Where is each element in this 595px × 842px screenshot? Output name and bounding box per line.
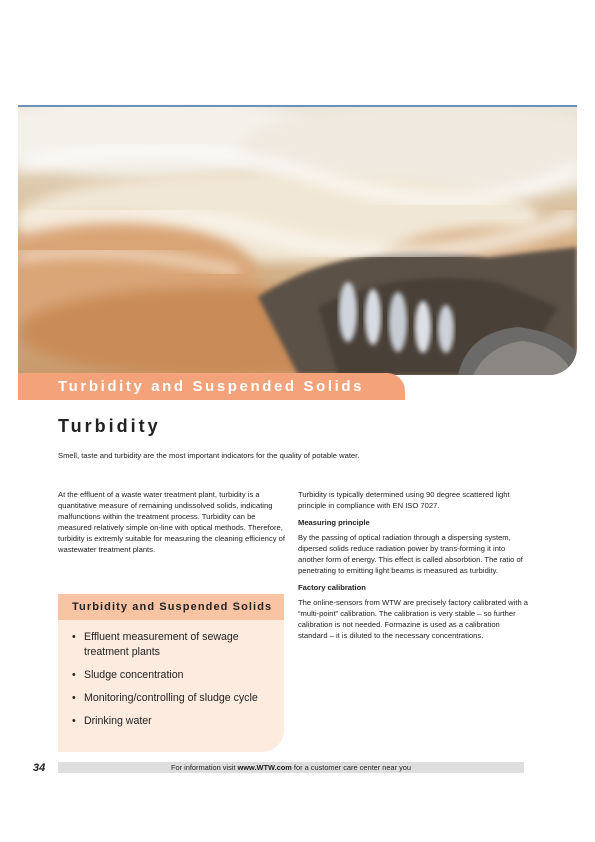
page-number: 34 bbox=[33, 762, 46, 774]
intro-text: Smell, taste and turbidity are the most important indicators for the quality of potable water. bbox=[58, 451, 360, 460]
applications-box bbox=[58, 594, 284, 752]
list-item-text: Monitoring/controlling of sludge cycle bbox=[84, 692, 258, 704]
footer-bar bbox=[58, 762, 524, 773]
left-paragraph: At the effluent of a waste water treatment plant, turbidity is a quantitative measure of remaining undissolved solids, indicating malfunctions within the treatment process. Turbidity can be measured relatively simple on-line with optical methods. Therefore, turbidity is extremly suitable for measuring the cleaning efficiency of wastewater treatment plants. bbox=[58, 490, 285, 554]
bullet-icon: • bbox=[72, 715, 76, 727]
list-item bbox=[72, 630, 284, 660]
applications-box-header bbox=[58, 594, 284, 620]
list-item bbox=[72, 691, 284, 706]
list-item bbox=[72, 668, 284, 683]
footer-text-before: For information visit bbox=[170, 763, 238, 772]
bullet-icon: • bbox=[72, 631, 76, 643]
applications-box-title: Turbidity and Suspended Solids bbox=[72, 601, 273, 613]
calibration-heading: Factory calibration bbox=[298, 583, 366, 592]
list-item-text: Drinking water bbox=[84, 715, 152, 727]
page-title: Turbidity bbox=[58, 416, 161, 436]
hero-photo bbox=[18, 105, 577, 375]
measuring-heading: Measuring principle bbox=[298, 518, 370, 527]
applications-list bbox=[58, 620, 284, 729]
list-item bbox=[72, 714, 284, 729]
right-intro: Turbidity is typically determined using 90 degree scattered light principle in compliance with EN ISO 7027. bbox=[298, 490, 510, 510]
banner-title: Turbidity and Suspended Solids bbox=[58, 378, 365, 395]
footer-link[interactable]: www.WTW.com bbox=[237, 763, 292, 772]
list-item-text: Effluent measurement of sewage treatment plants bbox=[84, 631, 239, 658]
measuring-text: By the passing of optical radiation through a dispersing system, dipersed solids reduce radiation power by trans-forming it into another form of energy. This effect is called absorbtion. The ratio of penetrating to emitting light beams is measured as turbidity. bbox=[298, 533, 523, 575]
banner bbox=[18, 373, 405, 400]
bullet-icon: • bbox=[72, 669, 76, 681]
list-item-text: Sludge concentration bbox=[84, 669, 184, 681]
calibration-text: The online-sensors from WTW are precisely factory calibrated with a “multi-point” calibration. The calibration is very stable – so further calibration is not needed. Formazine is used as a calibration standard – it is diluted to the necessary concentrations. bbox=[298, 598, 529, 640]
bullet-icon: • bbox=[72, 692, 76, 704]
right-column bbox=[298, 489, 528, 641]
footer-text-after: for a customer care center near you bbox=[291, 763, 412, 772]
